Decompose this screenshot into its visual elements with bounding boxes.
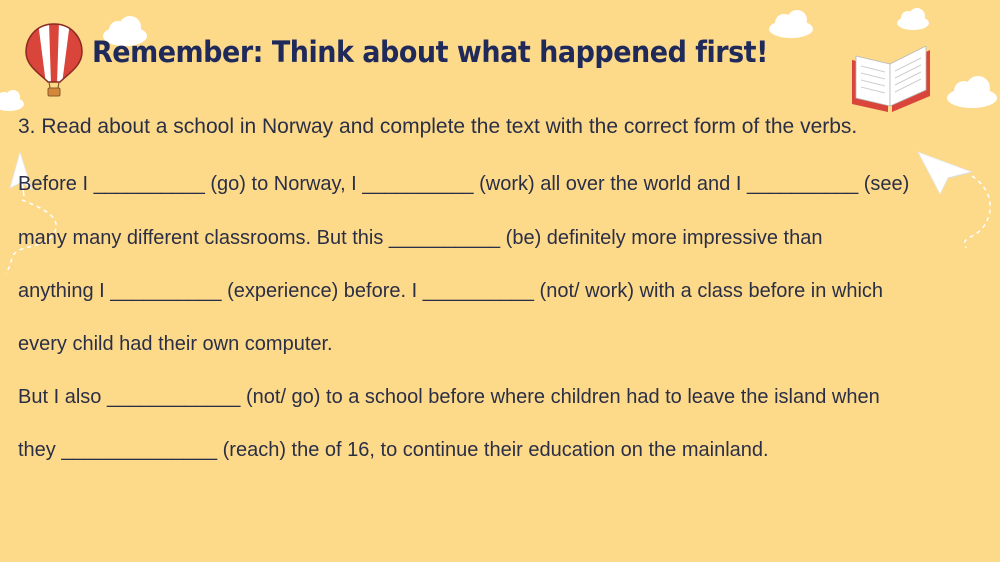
text-line-3 [18, 280, 883, 303]
text-segment: (not/ work) with a class before in which [533, 280, 884, 302]
blank-not-go[interactable]: ____________ [106, 386, 241, 408]
blank-see[interactable]: __________ [746, 173, 859, 195]
blank-experience[interactable]: __________ [110, 280, 222, 302]
text-segment: (go) to Norway, I [204, 173, 363, 195]
text-line-1 [18, 173, 909, 196]
text-segment: But I also [18, 386, 107, 408]
text-segment: (work) all over the world and I [473, 173, 747, 195]
text-segment: (be) definitely more impressive than [500, 227, 823, 249]
cloud-icon [944, 74, 1000, 110]
text-segment: (reach) the of 16, to continue their education on the mainland. [217, 439, 769, 461]
text-line-5 [18, 386, 880, 409]
hot-air-balloon-icon [24, 22, 84, 98]
text-line-2 [18, 227, 822, 250]
text-segment: (not/ go) to a school before where children had to leave the island when [240, 386, 880, 408]
page-title: Remember: Think about what happened first! [92, 36, 768, 70]
blank-reach[interactable]: ______________ [61, 439, 218, 461]
text-segment: every child had their own computer. [18, 333, 333, 355]
cloud-icon [766, 8, 816, 40]
cloud-icon [0, 88, 26, 112]
paper-plane-icon [2, 148, 72, 276]
blank-not-work[interactable]: __________ [422, 280, 534, 302]
text-segment: (experience) before. I [221, 280, 423, 302]
text-line-6 [18, 439, 769, 462]
text-segment: many many different classrooms. But this [18, 227, 389, 249]
text-segment: (see) [858, 173, 910, 195]
paper-plane-icon [910, 148, 1000, 258]
blank-go[interactable]: __________ [93, 173, 205, 195]
text-line-4 [18, 333, 333, 356]
blank-work[interactable]: __________ [362, 173, 474, 195]
text-segment: anything I [18, 280, 111, 302]
blank-be[interactable]: __________ [388, 227, 501, 249]
cloud-icon [895, 6, 931, 32]
open-book-icon [848, 46, 934, 114]
text-segment: Before I [18, 173, 94, 195]
exercise-instruction: 3. Read about a school in Norway and complete the text with the correct form of the verbs. [18, 115, 858, 138]
text-segment: they [18, 439, 62, 461]
